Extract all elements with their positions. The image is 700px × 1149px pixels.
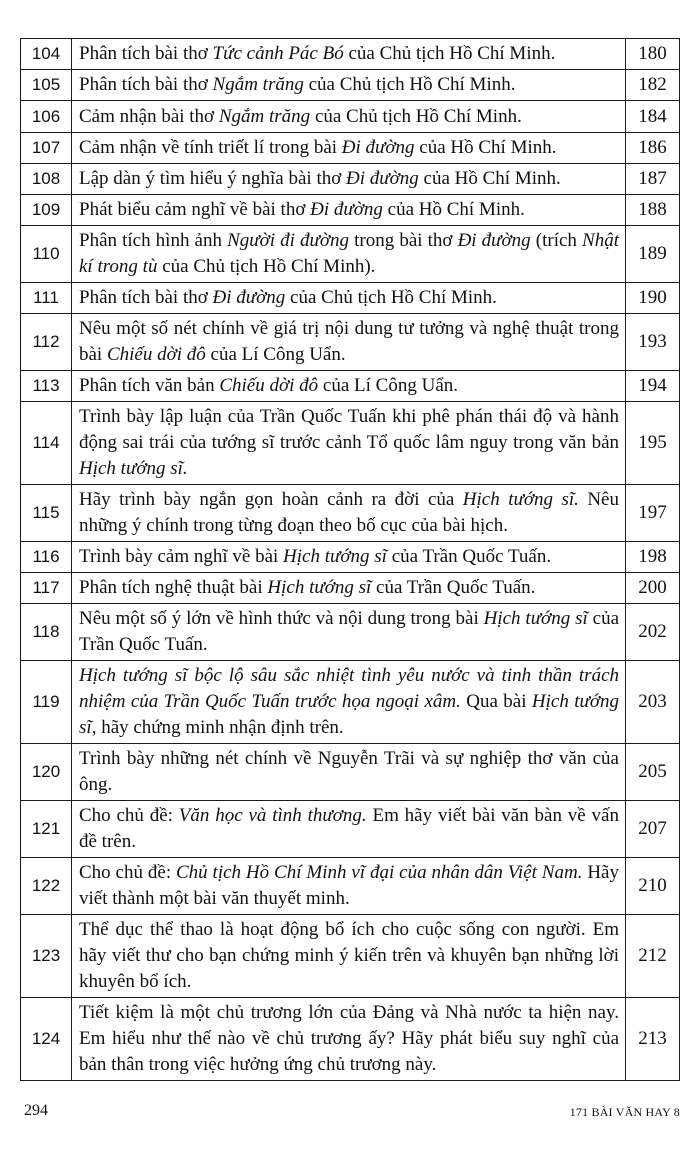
title-segment: (trích: [530, 230, 583, 251]
toc-row: [21, 801, 680, 858]
toc-item-number: 107: [21, 133, 72, 164]
toc-item-number: 108: [21, 164, 72, 195]
toc-item-page: 194: [626, 371, 680, 402]
toc-item-title: [72, 226, 626, 283]
toc-row: [21, 542, 680, 573]
title-segment: Nêu một số ý lớn về hình thức và nội dung trong bài: [79, 608, 484, 629]
toc-item-page: 210: [626, 858, 680, 915]
toc-item-page: 190: [626, 283, 680, 314]
title-segment: Phân tích bài thơ: [79, 43, 213, 64]
toc-item-title: [72, 39, 626, 70]
title-segment: Phân tích văn bản: [79, 375, 220, 396]
title-segment: của Trần Quốc Tuấn.: [79, 608, 620, 655]
toc-row: [21, 915, 680, 998]
toc-row: [21, 573, 680, 604]
title-italic-segment: Văn học và tình thương.: [178, 805, 367, 826]
title-segment: Phân tích nghệ thuật bài: [79, 577, 268, 598]
title-segment: Em hãy viết bài văn bàn về vấn đề trên.: [79, 805, 619, 852]
toc-item-title: [72, 283, 626, 314]
title-segment: Phân tích hình ảnh: [79, 230, 228, 251]
title-italic-segment: Người đi đường: [227, 230, 350, 251]
toc-item-number: 113: [21, 371, 72, 402]
title-italic-segment: Chiếu dời đô: [219, 375, 319, 396]
toc-row: [21, 744, 680, 801]
toc-row: [21, 371, 680, 402]
toc-item-page: 205: [626, 744, 680, 801]
toc-item-title: [72, 998, 626, 1081]
title-segment: Nêu một số nét chính về giá trị nội dung tư tưởng và nghệ thuật trong bài: [79, 318, 619, 365]
toc-item-title: [72, 133, 626, 164]
title-segment: Nêu những ý chính trong từng đoạn theo bố cục của bài hịch.: [79, 489, 619, 536]
title-segment: , hãy chứng minh nhận định trên.: [91, 717, 344, 738]
title-italic-segment: Chiếu dời đô: [106, 344, 206, 365]
toc-item-title: [72, 604, 626, 661]
toc-item-page: 213: [626, 998, 680, 1081]
title-segment: Trình bày những nét chính về Nguyễn Trãi và sự nghiệp thơ văn của ông.: [79, 748, 619, 795]
toc-item-page: 198: [626, 542, 680, 573]
toc-item-number: 114: [21, 402, 72, 485]
toc-item-number: 111: [21, 283, 72, 314]
title-segment: Qua bài: [460, 691, 532, 712]
title-italic-segment: Ngắm trăng: [218, 105, 311, 127]
toc-row: [21, 226, 680, 283]
toc-item-number: 118: [21, 604, 72, 661]
title-segment: Thể dục thể thao là hoạt động bổ ích cho cuộc sống con người. Em hãy viết thư cho bạn chứng minh ý kiến trên và khuyên bạn những lời khuyên bổ ích.: [79, 919, 619, 992]
toc-item-title: [72, 661, 626, 744]
toc-item-number: 120: [21, 744, 72, 801]
toc-item-page: 184: [626, 101, 680, 133]
title-segment: trong bài thơ: [349, 230, 458, 251]
title-segment: của Chủ tịch Hồ Chí Minh).: [157, 256, 376, 277]
toc-item-title: [72, 915, 626, 998]
toc-item-number: 116: [21, 542, 72, 573]
toc-item-page: 200: [626, 573, 680, 604]
toc-row: [21, 283, 680, 314]
title-italic-segment: Đi đường: [212, 287, 286, 308]
title-italic-segment: Hịch tướng sĩ: [283, 546, 387, 567]
title-italic-segment: Hịch tướng sĩ.: [462, 489, 579, 510]
toc-item-title: [72, 101, 626, 133]
toc-item-title: [72, 70, 626, 101]
toc-item-page: 197: [626, 485, 680, 542]
title-segment: của Chủ tịch Hồ Chí Minh.: [303, 74, 516, 95]
title-italic-segment: Hịch tướng sĩ: [483, 608, 588, 629]
toc-item-page: 195: [626, 402, 680, 485]
toc-item-page: 202: [626, 604, 680, 661]
title-segment: Tiết kiệm là một chủ trương lớn của Đảng và Nhà nước ta hiện nay. Em hiểu như thế nào về chủ trương ấy? Hãy phát biểu suy nghĩ của bản thân trong việc hưởng ứng chủ trương này.: [79, 1002, 619, 1075]
table-of-contents: [20, 38, 680, 1081]
toc-item-number: 117: [21, 573, 72, 604]
title-segment: của Lí Công Uẩn.: [205, 344, 346, 365]
title-segment: Lập dàn ý tìm hiểu ý nghĩa bài thơ: [79, 168, 347, 189]
toc-item-title: [72, 402, 626, 485]
toc-item-number: 121: [21, 801, 72, 858]
toc-row: [21, 314, 680, 371]
title-segment: Phát biểu cảm nghĩ về bài thơ: [79, 199, 311, 220]
title-segment: Cho chủ đề:: [79, 805, 179, 826]
title-italic-segment: Đi đường: [457, 230, 531, 251]
title-italic-segment: Tức cảnh Pác Bó: [212, 43, 344, 64]
title-segment: của Trần Quốc Tuấn.: [371, 577, 536, 598]
toc-item-number: 104: [21, 39, 72, 70]
toc-item-number: 122: [21, 858, 72, 915]
toc-item-number: 123: [21, 915, 72, 998]
toc-row: [21, 70, 680, 101]
toc-item-number: 115: [21, 485, 72, 542]
toc-item-title: [72, 164, 626, 195]
toc-row: [21, 101, 680, 133]
title-segment: Cảm nhận về tính triết lí trong bài: [79, 137, 342, 158]
page-number: 294: [24, 1102, 48, 1119]
title-segment: Hãy viết thành một bài văn thuyết minh.: [79, 862, 619, 909]
toc-row: [21, 858, 680, 915]
toc-item-title: [72, 573, 626, 604]
title-segment: của Hồ Chí Minh.: [418, 168, 561, 189]
title-italic-segment: Đi đường: [341, 137, 415, 158]
toc-row: [21, 133, 680, 164]
toc-item-page: 187: [626, 164, 680, 195]
toc-row: [21, 485, 680, 542]
toc-item-page: 182: [626, 70, 680, 101]
toc-item-number: 105: [21, 70, 72, 101]
toc-item-page: 203: [626, 661, 680, 744]
title-italic-segment: Nhật kí trong tù: [79, 230, 619, 277]
toc-item-page: 186: [626, 133, 680, 164]
toc-row: [21, 661, 680, 744]
title-italic-segment: Đi đường: [310, 199, 383, 220]
title-italic-segment: Hịch tướng sĩ.: [79, 458, 188, 479]
toc-item-title: [72, 542, 626, 573]
title-segment: của Chủ tịch Hồ Chí Minh.: [343, 43, 556, 64]
toc-item-title: [72, 744, 626, 801]
toc-item-title: [72, 195, 626, 226]
toc-item-number: 119: [21, 661, 72, 744]
toc-row: [21, 402, 680, 485]
toc-item-number: 110: [21, 226, 72, 283]
toc-item-page: 193: [626, 314, 680, 371]
toc-item-title: [72, 858, 626, 915]
toc-item-page: 207: [626, 801, 680, 858]
toc-item-number: 106: [21, 101, 72, 133]
title-segment: Phân tích bài thơ: [79, 287, 213, 308]
title-segment: Trình bày lập luận của Trần Quốc Tuấn khi phê phán thái độ và hành động sai trái của tướng sĩ trước cảnh Tổ quốc lâm nguy trong văn bản: [79, 406, 619, 453]
title-segment: của Chủ tịch Hồ Chí Minh.: [285, 287, 497, 308]
title-segment: của Hồ Chí Minh.: [382, 199, 525, 220]
toc-item-number: 124: [21, 998, 72, 1081]
title-italic-segment: Ngắm trăng: [212, 74, 304, 95]
title-italic-segment: Đi đường: [346, 168, 419, 189]
toc-row: [21, 39, 680, 70]
title-segment: Phân tích bài thơ: [79, 74, 213, 95]
toc-row: [21, 604, 680, 661]
title-italic-segment: Hịch tướng sĩ: [267, 577, 372, 598]
title-segment: Trình bày cảm nghĩ về bài: [79, 546, 284, 567]
toc-item-number: 112: [21, 314, 72, 371]
title-segment: của Trần Quốc Tuấn.: [386, 546, 552, 567]
title-italic-segment: Hịch tướng sĩ bộc lộ sâu sắc nhiệt tình yêu nước và tinh thần trách nhiệm của Trần Quốc Tuấn trước họa ngoại xâm.: [79, 665, 619, 712]
toc-item-page: 188: [626, 195, 680, 226]
toc-item-title: [72, 485, 626, 542]
toc-item-page: 212: [626, 915, 680, 998]
toc-item-title: [72, 371, 626, 402]
toc-item-title: [72, 801, 626, 858]
toc-row: [21, 164, 680, 195]
title-segment: Cảm nhận bài thơ: [79, 105, 219, 127]
title-italic-segment: Chủ tịch Hồ Chí Minh vĩ đại của nhân dân Việt Nam.: [175, 862, 583, 883]
title-italic-segment: Hịch tướng sĩ: [79, 691, 619, 738]
toc-item-number: 109: [21, 195, 72, 226]
title-segment: Cho chủ đề:: [79, 862, 176, 883]
title-segment: của Hồ Chí Minh.: [414, 137, 557, 158]
book-title-footer: 171 BÀI VĂN HAY 8: [569, 1105, 680, 1119]
toc-row: [21, 998, 680, 1081]
title-segment: của Lí Công Uẩn.: [318, 375, 458, 396]
toc-row: [21, 195, 680, 226]
toc-item-page: 189: [626, 226, 680, 283]
title-segment: Hãy trình bày ngắn gọn hoàn cảnh ra đời của: [79, 489, 463, 510]
title-segment: của Chủ tịch Hồ Chí Minh.: [310, 105, 522, 127]
toc-item-page: 180: [626, 39, 680, 70]
toc-body: [21, 39, 680, 1081]
toc-item-title: [72, 314, 626, 371]
